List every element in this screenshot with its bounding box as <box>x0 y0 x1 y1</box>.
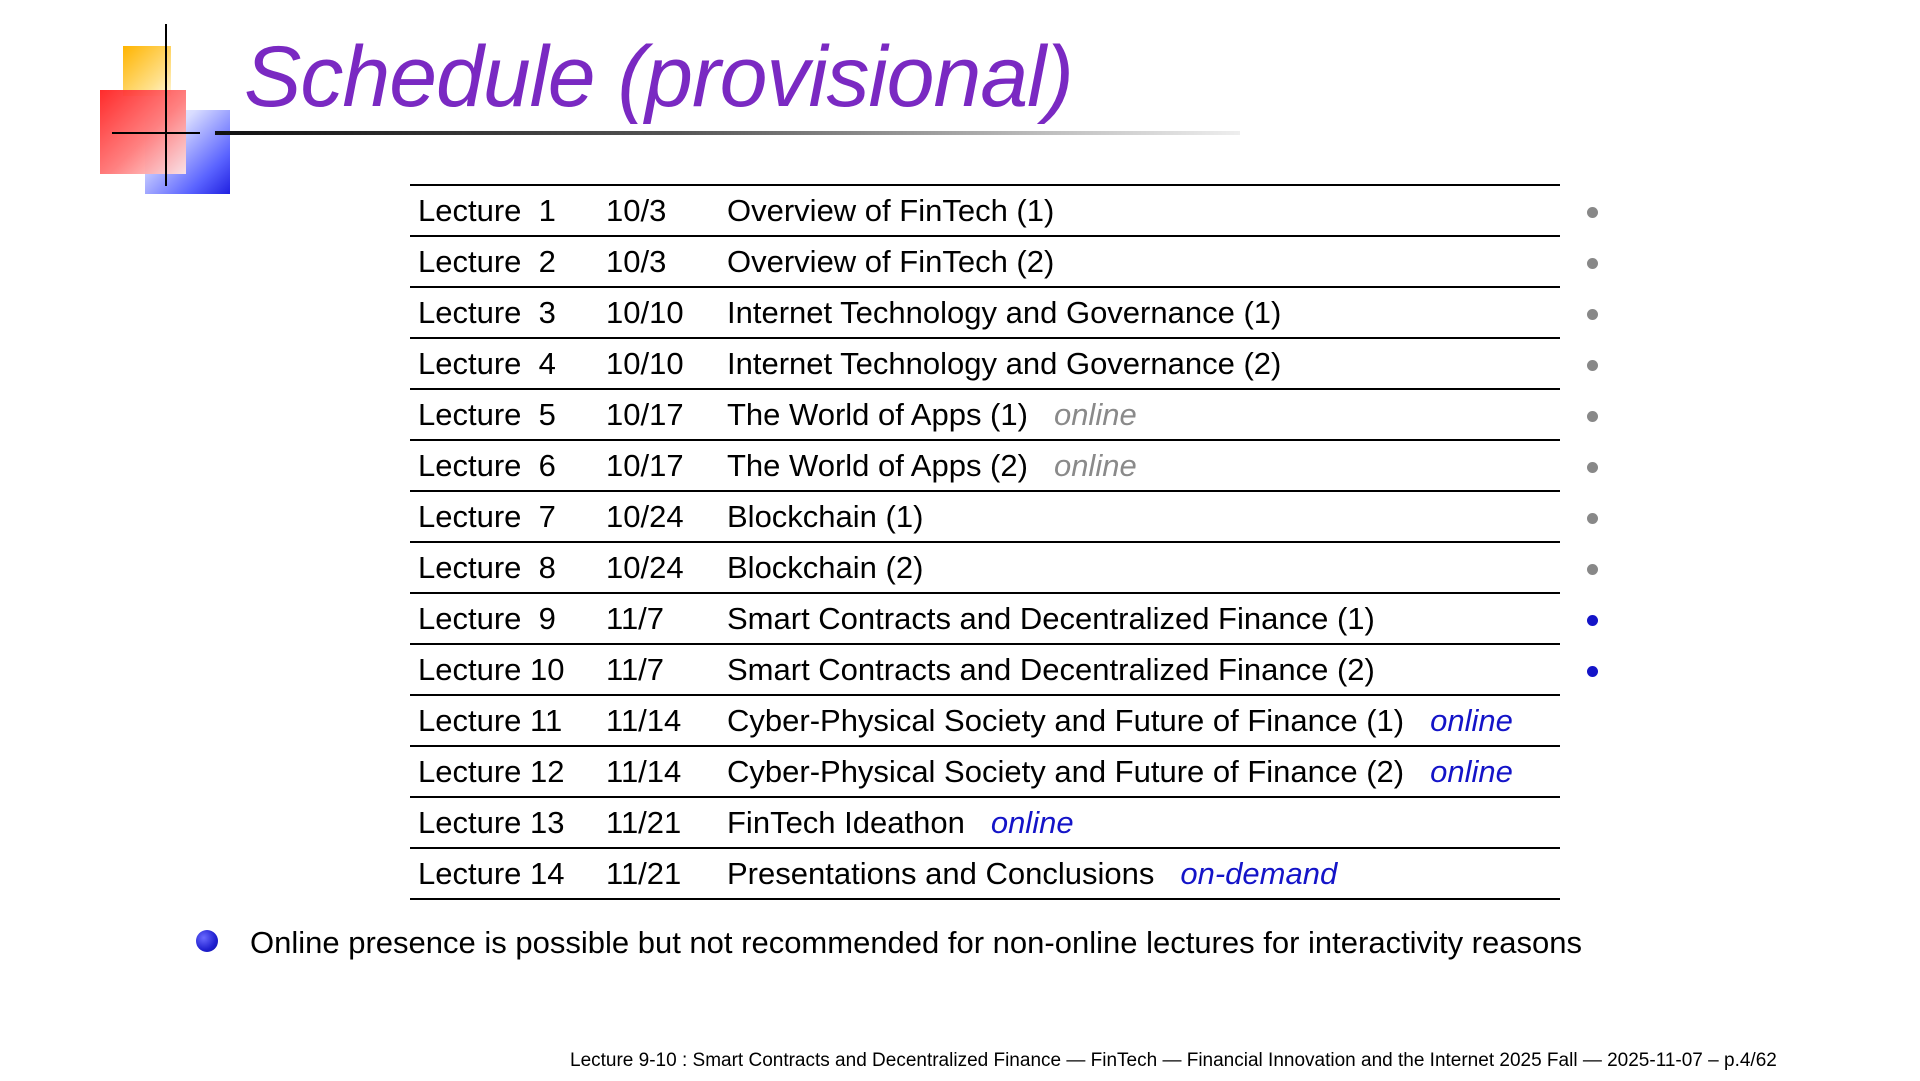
progress-dot-icon <box>1587 513 1598 524</box>
lecture-number: Lecture 12 <box>418 754 565 789</box>
table-row <box>410 339 1560 390</box>
lecture-number: Lecture 9 <box>418 601 556 636</box>
lecture-topic-cell <box>727 798 1074 847</box>
lecture-date: 10/3 <box>606 193 667 228</box>
progress-dot-icon <box>1587 411 1598 422</box>
table-row <box>410 288 1560 339</box>
lecture-number: Lecture 5 <box>418 397 556 432</box>
table-row <box>410 747 1560 798</box>
page-title: Schedule (provisional) <box>244 29 1073 125</box>
lecture-number: Lecture 14 <box>418 856 565 891</box>
logo-vertical-line <box>165 24 167 186</box>
lecture-number: Lecture 11 <box>418 703 563 738</box>
lecture-topic-cell <box>727 237 1054 286</box>
progress-dot-icon <box>1587 258 1598 269</box>
lecture-number: Lecture 6 <box>418 448 556 483</box>
lecture-date: 10/3 <box>606 244 667 279</box>
delivery-note: online <box>1053 397 1137 432</box>
table-row <box>410 696 1560 747</box>
table-row <box>410 798 1560 849</box>
progress-dot-icon <box>1587 564 1598 575</box>
lecture-topic-cell <box>727 339 1281 388</box>
lecture-number: Lecture 4 <box>418 346 556 381</box>
lecture-topic-cell <box>727 645 1375 694</box>
lecture-date: 10/17 <box>606 397 684 432</box>
lecture-date: 10/17 <box>606 448 684 483</box>
lecture-topic: Cyber-Physical Society and Future of Finance (2) <box>727 754 1405 789</box>
table-row <box>410 186 1560 237</box>
table-row <box>410 237 1560 288</box>
table-row <box>410 390 1560 441</box>
lecture-topic: The World of Apps (2) <box>727 448 1028 483</box>
lecture-date: 11/21 <box>606 805 682 840</box>
lecture-topic-cell <box>727 696 1513 745</box>
lecture-number: Lecture 2 <box>418 244 556 279</box>
lecture-date: 11/7 <box>606 601 665 636</box>
lecture-date: 11/21 <box>606 856 682 891</box>
delivery-note: online <box>990 805 1074 840</box>
lecture-topic: Blockchain (2) <box>727 550 924 585</box>
lecture-topic-cell <box>727 186 1054 235</box>
lecture-topic-cell <box>727 543 923 592</box>
table-row <box>410 594 1560 645</box>
lecture-topic: Overview of FinTech (1) <box>727 193 1055 228</box>
lecture-date: 11/14 <box>606 703 682 738</box>
lecture-topic: FinTech Ideathon <box>727 805 965 840</box>
lecture-topic: Smart Contracts and Decentralized Finance (2) <box>727 652 1375 687</box>
lecture-topic-cell <box>727 594 1375 643</box>
progress-dot-icon <box>1587 360 1598 371</box>
lecture-number: Lecture 7 <box>418 499 556 534</box>
title-underline <box>215 131 1240 135</box>
progress-dot-icon <box>1587 207 1598 218</box>
lecture-number: Lecture 3 <box>418 295 556 330</box>
lecture-number: Lecture 8 <box>418 550 556 585</box>
table-row <box>410 492 1560 543</box>
lecture-number: Lecture 1 <box>418 193 556 228</box>
lecture-topic: Smart Contracts and Decentralized Finance (1) <box>727 601 1375 636</box>
delivery-note: online <box>1430 703 1513 738</box>
lecture-topic: Blockchain (1) <box>727 499 924 534</box>
lecture-topic: Internet Technology and Governance (1) <box>727 295 1282 330</box>
slide-footer: Lecture 9-10 : Smart Contracts and Decentralized Finance — FinTech — Financial Innovation and the Internet 2025 Fall — 2025-11-07 – p.4/62 <box>570 1050 1777 1071</box>
lecture-date: 10/24 <box>606 550 684 585</box>
lecture-topic-cell <box>727 849 1337 898</box>
progress-dot-icon <box>1587 615 1598 626</box>
schedule-table <box>410 184 1560 900</box>
progress-dot-icon <box>1587 309 1598 320</box>
lecture-date: 10/24 <box>606 499 684 534</box>
lecture-date: 11/14 <box>606 754 682 789</box>
lecture-topic: Presentations and Conclusions <box>727 856 1155 891</box>
table-row <box>410 849 1560 900</box>
bullet-text: Online presence is possible but not recommended for non-online lectures for interactivity reasons <box>250 925 1582 960</box>
lecture-date: 10/10 <box>606 295 684 330</box>
lecture-date: 10/10 <box>606 346 684 381</box>
delivery-note: online <box>1053 448 1137 483</box>
lecture-number: Lecture 10 <box>418 652 565 687</box>
lecture-topic: Internet Technology and Governance (2) <box>727 346 1282 381</box>
lecture-topic: The World of Apps (1) <box>727 397 1028 432</box>
beamer-logo <box>100 20 235 190</box>
delivery-note: on-demand <box>1180 856 1338 891</box>
lecture-date: 11/7 <box>606 652 665 687</box>
delivery-note: online <box>1430 754 1513 789</box>
lecture-topic: Overview of FinTech (2) <box>727 244 1055 279</box>
progress-dot-icon <box>1587 666 1598 677</box>
lecture-topic-cell <box>727 492 923 541</box>
table-row <box>410 543 1560 594</box>
lecture-topic-cell <box>727 441 1137 490</box>
table-row <box>410 441 1560 492</box>
logo-yellow-square <box>123 46 171 96</box>
lecture-topic-cell <box>727 390 1137 439</box>
lecture-number: Lecture 13 <box>418 805 565 840</box>
lecture-topic-cell <box>727 747 1513 796</box>
bullet-icon <box>196 930 218 952</box>
lecture-topic: Cyber-Physical Society and Future of Finance (1) <box>727 703 1405 738</box>
lecture-topic-cell <box>727 288 1281 337</box>
progress-dot-icon <box>1587 462 1598 473</box>
logo-horizontal-line <box>112 132 200 134</box>
table-row <box>410 645 1560 696</box>
